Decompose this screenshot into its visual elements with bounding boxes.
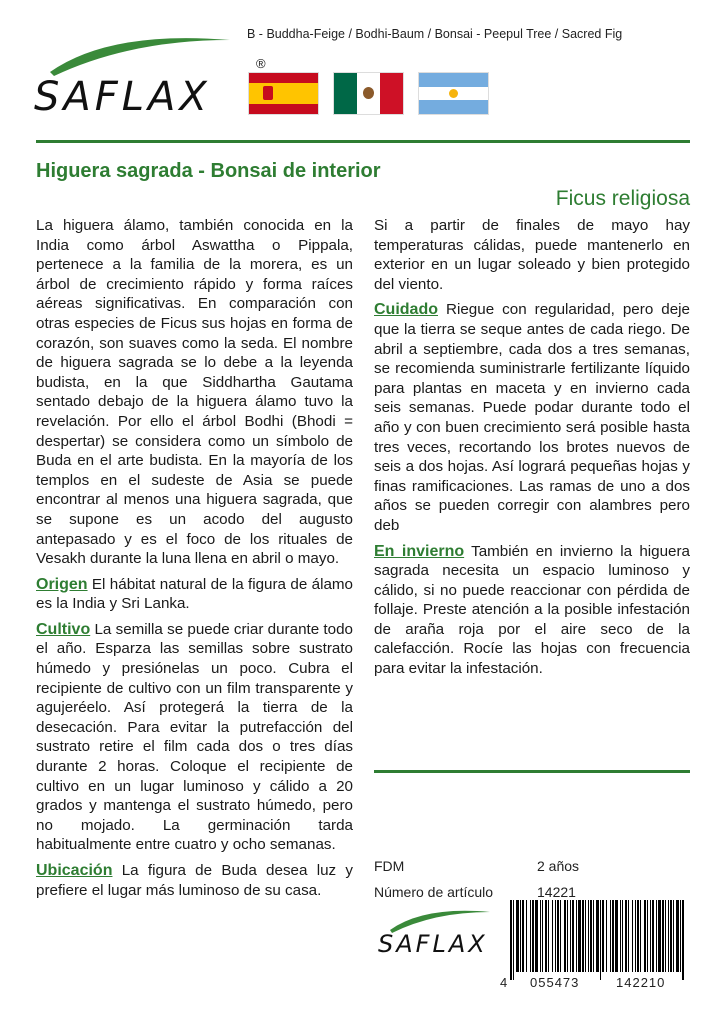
intro-paragraph: La higuera álamo, también conocida en la India como árbol Aswattha o Pippala, pertenece a la familia de la morera, es un árbol de crecimiento rápido y forma raíces aéreas significativas. En comparación con otras especies de Ficus sus hojas en forma de corazón, son suaves como la seda. El nombre de higuera sagrada se lo debe a la leyenda budista, en la que Siddhartha Gautama sentado debajo de la higuera álamo tuvo la revelación. Por ello el árbol Bodhi (Bhodi = despertar) se considera como un símbolo de Buda en el arte budista. En la mayoría de los templos en el sudeste de Asia se puede encontrar al menos una higuera sagrada, que se supone es un acodo del augusto antepasado y es el foco de los rituales de Vesakh durante la luna llena en abril o mayo. [36, 217, 353, 568]
ubicacion-section [36, 861, 353, 900]
invierno-section [374, 542, 690, 679]
coat-of-arms-icon [263, 86, 273, 100]
barcode-digit-first: 4 [500, 975, 508, 990]
product-names-line: B - Buddha-Feige / Bodhi-Baum / Bonsai - Peepul Tree / Sacred Fig [247, 27, 623, 41]
barcode-bar [684, 900, 686, 980]
article-number-value: 14221 [537, 884, 576, 900]
cultivo-heading: Cultivo [36, 620, 91, 638]
barcode-digits-left: 055473 [530, 975, 580, 990]
leaf-swoosh-icon [40, 30, 240, 80]
barcode [510, 900, 690, 972]
invierno-text: También en invierno la higuera sagrada necesita un espacio luminoso y cálido, si no puede reaccionar con pérdida de follaje. Preste atención a la posible infestación de araña roja por el aire seco de la calefacción. Rocíe las hojas con frecuencia para evitar la infestación. [374, 542, 690, 678]
mexico-flag [333, 72, 404, 115]
ubicacion-text: La figura de Buda desea luz y prefiere el lugar más luminoso de su casa. [36, 862, 353, 899]
right-intro-paragraph: Si a partir de finales de mayo hay temperaturas cálidas, puede mantenerlo en exterior en un lugar soleado y bien protegido del viento. [374, 217, 690, 293]
cultivo-text: La semilla se puede criar durante todo el año. Esparza las semillas sobre sustrato húmedo y presiónelas un poco. Cubra el recipiente de cultivo con un film transparente y agujeréelo. Así protegerá la tierra de la desecación. Para evitar la putrefacción del sustrato retire el film cada dos o tres días durante 2 horas. Coloque el recipiente de cultivo en un lugar luminoso y cálido a 20 grados y mantenga el sustrato húmedo, pero no mojado. La germinación tarda habitualmente entre cuatro y ocho semanas. [36, 620, 353, 854]
eagle-emblem-icon [363, 87, 374, 99]
invierno-heading: En invierno [374, 542, 465, 560]
right-column [374, 216, 690, 683]
ubicacion-heading: Ubicación [36, 862, 113, 879]
barcode-bars [510, 900, 690, 972]
header-divider [36, 140, 690, 143]
cuidado-section [374, 300, 690, 535]
left-column [36, 216, 353, 904]
fdm-value: 2 años [537, 858, 580, 874]
origen-text: El hábitat natural de la figura de álamo es la India y Sri Lanka. [36, 575, 353, 613]
barcode-digits-right: 142210 [616, 975, 666, 990]
origen-section [36, 575, 353, 614]
brand-logo-small [378, 906, 503, 966]
cuidado-text: Riegue con regularidad, pero deje que la tierra se seque antes de cada riego. De abril a septiembre, cada dos a tres semanas, se recomienda suministrarle fertilizante líquido para plantas en maceta y en invierno cada seis semanas. Puede podar durante todo el año y con buen crecimiento será posible hasta tres veces, recortando los brotes nuevos de seis a dos hojas. Así logrará pequeñas hojas y finas ramificaciones. Las ramas de uno a dos años se pueden corregir con alambres pero deb [374, 301, 690, 534]
cultivo-section [36, 620, 353, 855]
registered-mark: ® [256, 56, 266, 71]
argentina-flag [418, 72, 489, 115]
origen-heading: Origen [36, 575, 88, 593]
latin-name: Ficus religiosa [555, 187, 690, 210]
page-title: Higuera sagrada - Bonsai de interior [36, 160, 381, 182]
brand-logo [34, 30, 266, 120]
spain-flag [248, 72, 319, 115]
brand-name-small: SAFLAX [378, 930, 488, 958]
brand-name: SAFLAX [34, 74, 211, 120]
fdm-label: FDM [374, 858, 405, 874]
article-number-label: Número de artículo [374, 884, 494, 900]
cuidado-heading: Cuidado [374, 301, 438, 319]
sun-emblem-icon [449, 89, 458, 98]
right-column-divider [374, 770, 690, 773]
